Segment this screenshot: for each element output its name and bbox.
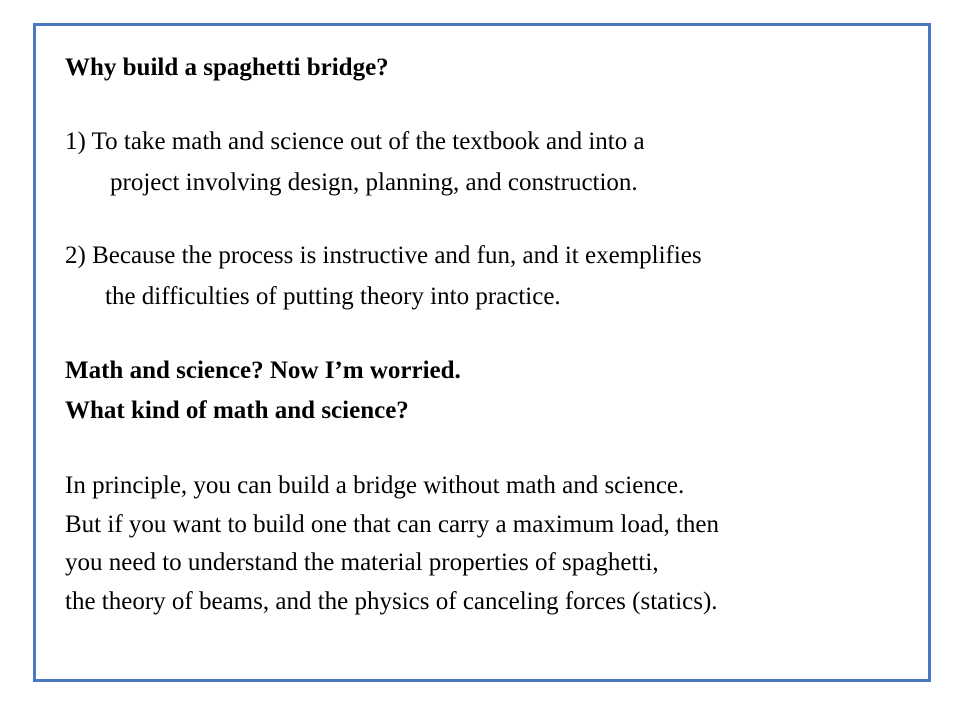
answer-line-4: the theory of beams, and the physics of canceling forces (statics). [65, 588, 718, 615]
reason-2-line-1: 2) Because the process is instructive and fun, and it exemplifies [65, 242, 702, 269]
slide-heading: Why build a spaghetti bridge? [65, 54, 389, 81]
reason-2-line-2: the difficulties of putting theory into practice. [105, 283, 561, 310]
answer-line-2: But if you want to build one that can carry a maximum load, then [65, 511, 720, 538]
slide-frame [33, 23, 931, 682]
question-line-2: What kind of math and science? [65, 397, 409, 424]
question-line-1: Math and science? Now I’m worried. [65, 357, 461, 384]
reason-1-line-2: project involving design, planning, and construction. [110, 169, 638, 196]
reason-1-line-1: 1) To take math and science out of the textbook and into a [65, 128, 645, 155]
answer-line-3: you need to understand the material properties of spaghetti, [65, 549, 659, 576]
answer-line-1: In principle, you can build a bridge without math and science. [65, 472, 685, 499]
